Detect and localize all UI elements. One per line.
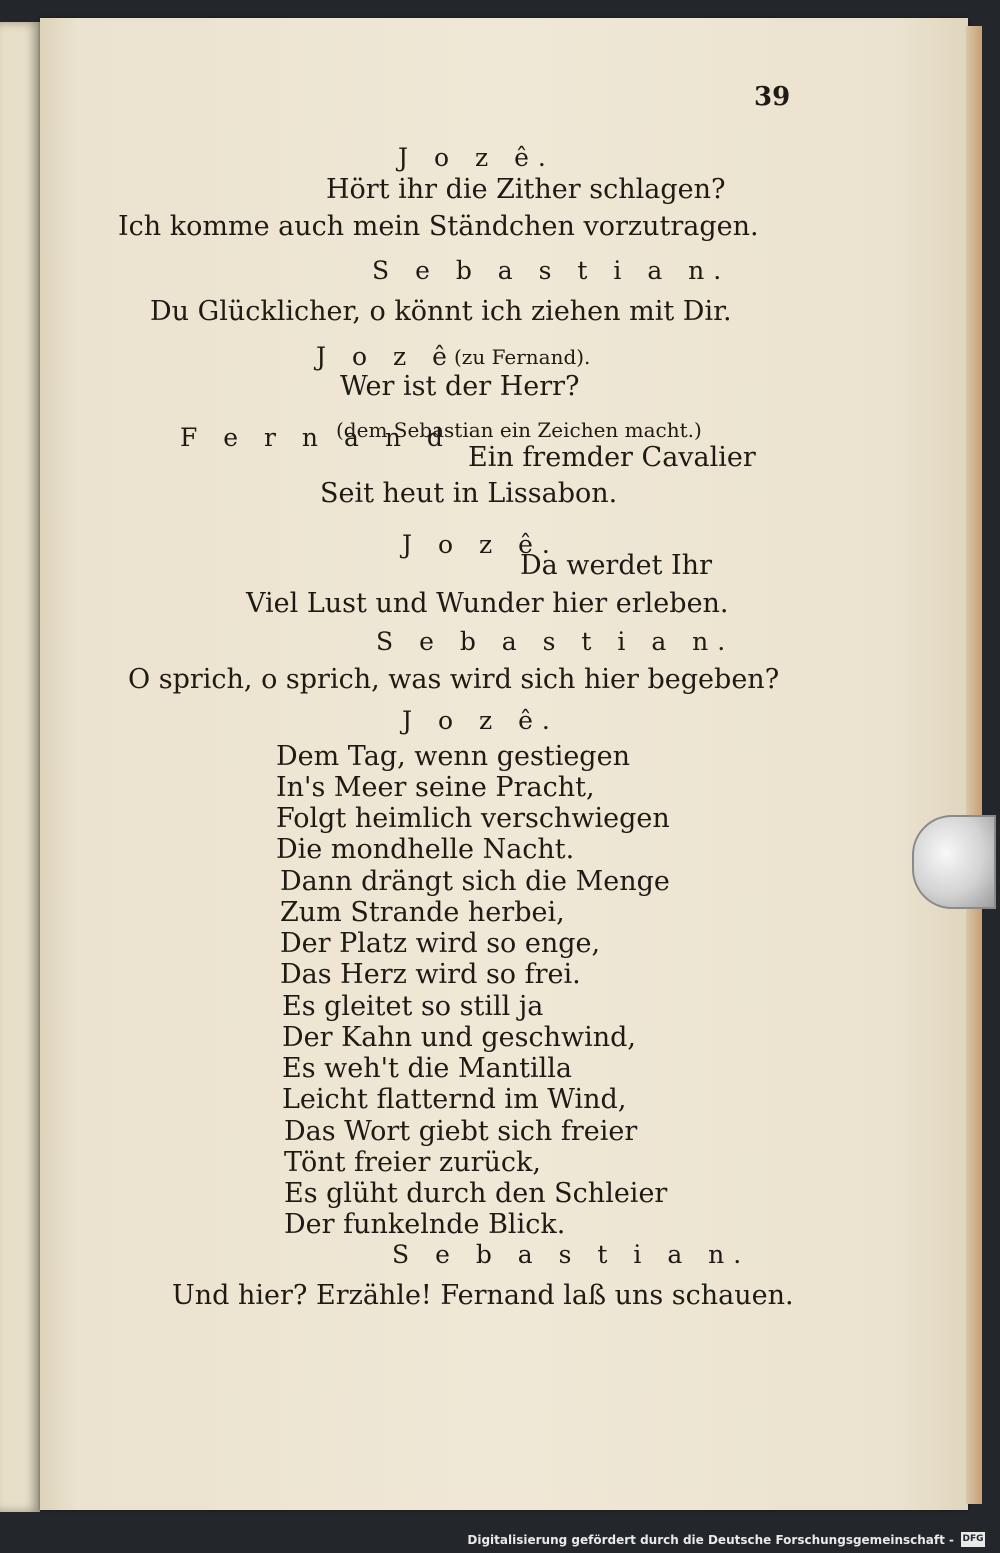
song-line: Der Kahn und geschwind, xyxy=(282,1022,637,1053)
song-line: Das Wort giebt sich freier xyxy=(284,1116,638,1147)
stage-direction: (zu Fernand). xyxy=(454,345,591,369)
speaker-line: S e b a s t i a n. xyxy=(392,1240,751,1269)
speaker-line: S e b a s t i a n. xyxy=(372,256,731,285)
verse-line: Viel Lust und Wunder hier erleben. xyxy=(246,588,729,619)
song-line: Es glüht durch den Schleier xyxy=(284,1178,668,1209)
song-line: Der Platz wird so enge, xyxy=(280,928,601,959)
page-stack-edge xyxy=(966,26,982,1504)
verse-line: Hört ihr die Zither schlagen? xyxy=(326,174,726,205)
song-line: Dem Tag, wenn gestiegen xyxy=(276,741,630,772)
speaker-line: F e r n a n d xyxy=(180,423,452,452)
page-number: 39 xyxy=(754,82,791,112)
speaker-line: J o z ê. xyxy=(402,706,559,735)
verse-line: Und hier? Erzähle! Fernand laß uns schauen. xyxy=(172,1280,794,1311)
facing-page-edge xyxy=(0,22,40,1512)
speaker-line: J o z ê. xyxy=(402,530,559,559)
song-line: Es gleitet so still ja xyxy=(282,991,544,1022)
stage-direction: (dem Sebastian ein Zeichen macht.) xyxy=(336,418,702,442)
digitization-credit: Digitalisierung gefördert durch die Deutsche Forschungsgemeinschaft - xyxy=(467,1533,954,1547)
verse-line: Ein fremder Cavalier xyxy=(468,442,756,473)
verse-line: Ich komme auch mein Ständchen vorzutragen. xyxy=(118,211,759,242)
song-line: Folgt heimlich verschwiegen xyxy=(276,803,670,834)
song-line: Es weh't die Mantilla xyxy=(282,1053,572,1084)
song-line: Der funkelnde Blick. xyxy=(284,1209,566,1240)
song-line: In's Meer seine Pracht, xyxy=(276,772,595,803)
verse-line: O sprich, o sprich, was wird sich hier begeben? xyxy=(128,664,780,695)
song-line: Tönt freier zurück, xyxy=(284,1147,542,1178)
speaker-line: S e b a s t i a n. xyxy=(376,627,735,656)
dfg-logo: DFG xyxy=(961,1532,985,1547)
speaker-line: J o z ê xyxy=(316,342,456,371)
song-line: Das Herz wird so frei. xyxy=(280,959,581,990)
song-line: Zum Strande herbei, xyxy=(280,897,565,928)
song-line: Leicht flatternd im Wind, xyxy=(282,1084,627,1115)
song-line: Die mondhelle Nacht. xyxy=(276,834,575,865)
verse-line: Wer ist der Herr? xyxy=(340,371,580,402)
verse-line: Seit heut in Lissabon. xyxy=(320,478,618,509)
verse-line: Du Glücklicher, o könnt ich ziehen mit Dir. xyxy=(150,296,732,327)
page-clip xyxy=(912,815,996,909)
speaker-line: J o z ê. xyxy=(398,143,555,172)
song-line: Dann drängt sich die Menge xyxy=(280,866,670,897)
verse-line: Da werdet Ihr xyxy=(520,550,712,581)
